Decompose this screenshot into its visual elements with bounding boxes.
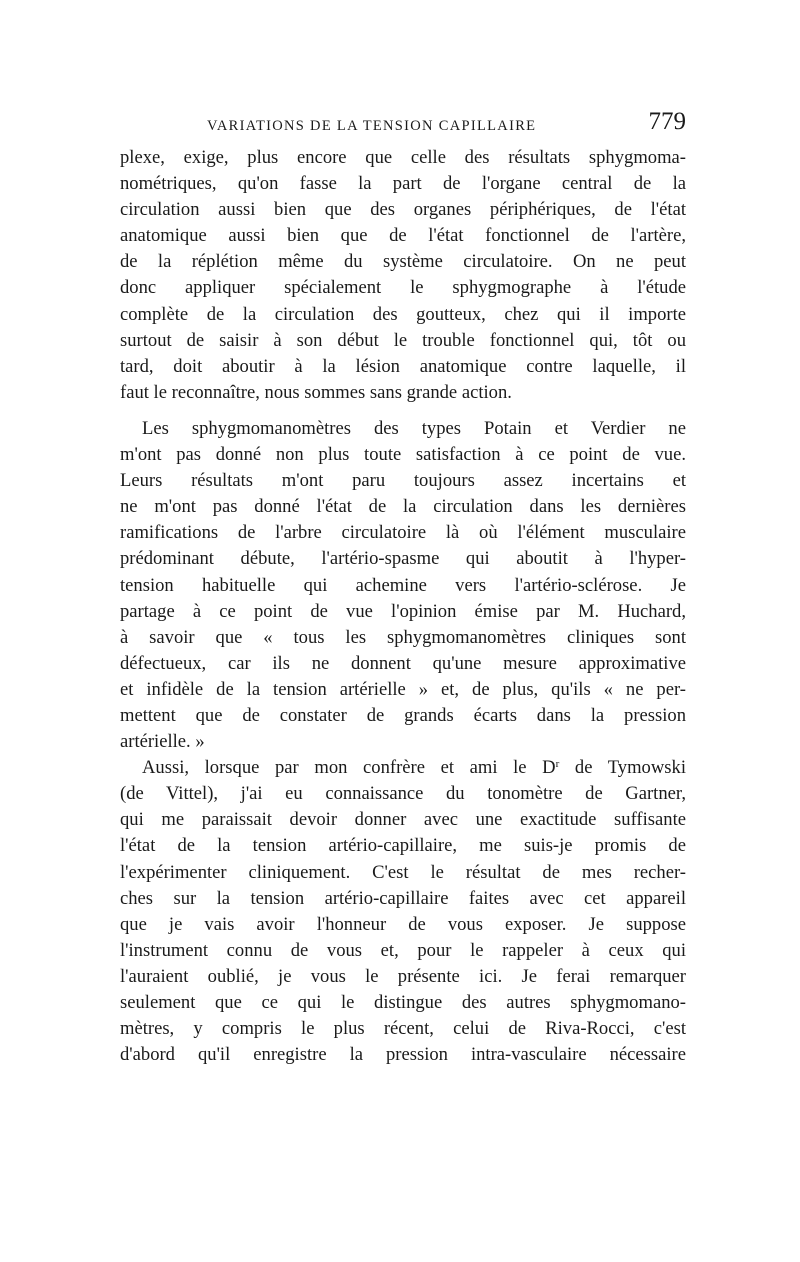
text-line: (de Vittel), j'ai eu connaissance du tonomètre de Gartner, bbox=[120, 783, 686, 805]
text-line: de la réplétion même du système circulatoire. On ne peut bbox=[120, 251, 686, 273]
page-number: 779 bbox=[648, 108, 686, 135]
text-line: tard, doit aboutir à la lésion anatomique contre laquelle, il bbox=[120, 355, 686, 377]
text-fragment: Aussi, lorsque par mon confrère et ami le D bbox=[142, 757, 556, 779]
text-line: ches sur la tension artério-capillaire faites avec cet appareil bbox=[120, 887, 686, 909]
running-title: VARIATIONS DE LA TENSION CAPILLAIRE bbox=[207, 118, 537, 134]
superscript: r bbox=[555, 758, 560, 771]
text-line: anatomique aussi bien que de l'état fonctionnel de l'artère, bbox=[120, 225, 686, 247]
text-line: défectueux, car ils ne donnent qu'une mesure approximative bbox=[120, 652, 686, 674]
text-line: ramifications de l'arbre circulatoire là où l'élément musculaire bbox=[120, 522, 686, 544]
text-line: l'auraient oublié, je vous le présente ici. Je ferai remarquer bbox=[120, 965, 686, 987]
text-line: l'instrument connu de vous et, pour le rappeler à ceux qui bbox=[120, 939, 686, 961]
text-line: l'expérimenter cliniquement. C'est le résultat de mes recher- bbox=[120, 861, 686, 883]
body-text bbox=[120, 145, 686, 1068]
text-line: d'abord qu'il enregistre la pression intra-vasculaire nécessaire bbox=[120, 1044, 686, 1066]
text-line: Les sphygmomanomètres des types Potain et Verdier ne bbox=[142, 417, 686, 439]
text-line: et infidèle de la tension artérielle » et, de plus, qu'ils « ne per- bbox=[120, 678, 686, 700]
text-line: artérielle. » bbox=[120, 731, 205, 753]
text-line: mettent que de constater de grands écarts dans la pression bbox=[120, 704, 686, 726]
text-line: seulement que ce qui le distingue des autres sphygmomano- bbox=[120, 992, 686, 1013]
page-header bbox=[120, 108, 686, 142]
text-line: qui me paraissait devoir donner avec une exactitude suffisante bbox=[120, 809, 686, 831]
text-line: circulation aussi bien que des organes périphériques, de l'état bbox=[120, 199, 686, 221]
text-line: l'état de la tension artério-capillaire, me suis-je promis de bbox=[120, 835, 686, 857]
text-line: que je vais avoir l'honneur de vous exposer. Je suppose bbox=[120, 913, 686, 935]
text-line: tension habituelle qui achemine vers l'artério-sclérose. Je bbox=[120, 574, 686, 596]
text-line: prédominant débute, l'artério-spasme qui aboutit à l'hyper- bbox=[120, 548, 686, 570]
text-line: surtout de saisir à son début le trouble fonctionnel qui, tôt ou bbox=[120, 329, 686, 351]
paragraph-2 bbox=[120, 416, 686, 755]
paragraph-1 bbox=[120, 145, 686, 406]
text-line: donc appliquer spécialement le sphygmographe à l'étude bbox=[120, 277, 686, 299]
text-line: m'ont pas donné non plus toute satisfaction à ce point de vue. bbox=[120, 444, 686, 466]
text-line: mètres, y compris le plus récent, celui de Riva-Rocci, c'est bbox=[120, 1018, 686, 1040]
text-line: ne m'ont pas donné l'état de la circulation dans les dernières bbox=[120, 496, 686, 518]
text-line: nométriques, qu'on fasse la part de l'organe central de la bbox=[120, 173, 686, 195]
text-fragment: de Tymowski bbox=[559, 757, 686, 779]
text-line: partage à ce point de vue l'opinion émise par M. Huchard, bbox=[120, 600, 686, 622]
text-line bbox=[120, 755, 686, 781]
paragraph-3 bbox=[120, 755, 686, 1068]
paragraph-gap bbox=[120, 406, 686, 416]
text-line: à savoir que « tous les sphygmomanomètres cliniques sont bbox=[120, 626, 686, 648]
text-line: complète de la circulation des goutteux, chez qui il importe bbox=[120, 303, 686, 325]
text-line: Leurs résultats m'ont paru toujours assez incertains et bbox=[120, 470, 686, 492]
text-line: faut le reconnaître, nous sommes sans grande action. bbox=[120, 381, 512, 403]
text-line: plexe, exige, plus encore que celle des résultats sphygmoma- bbox=[120, 147, 686, 168]
